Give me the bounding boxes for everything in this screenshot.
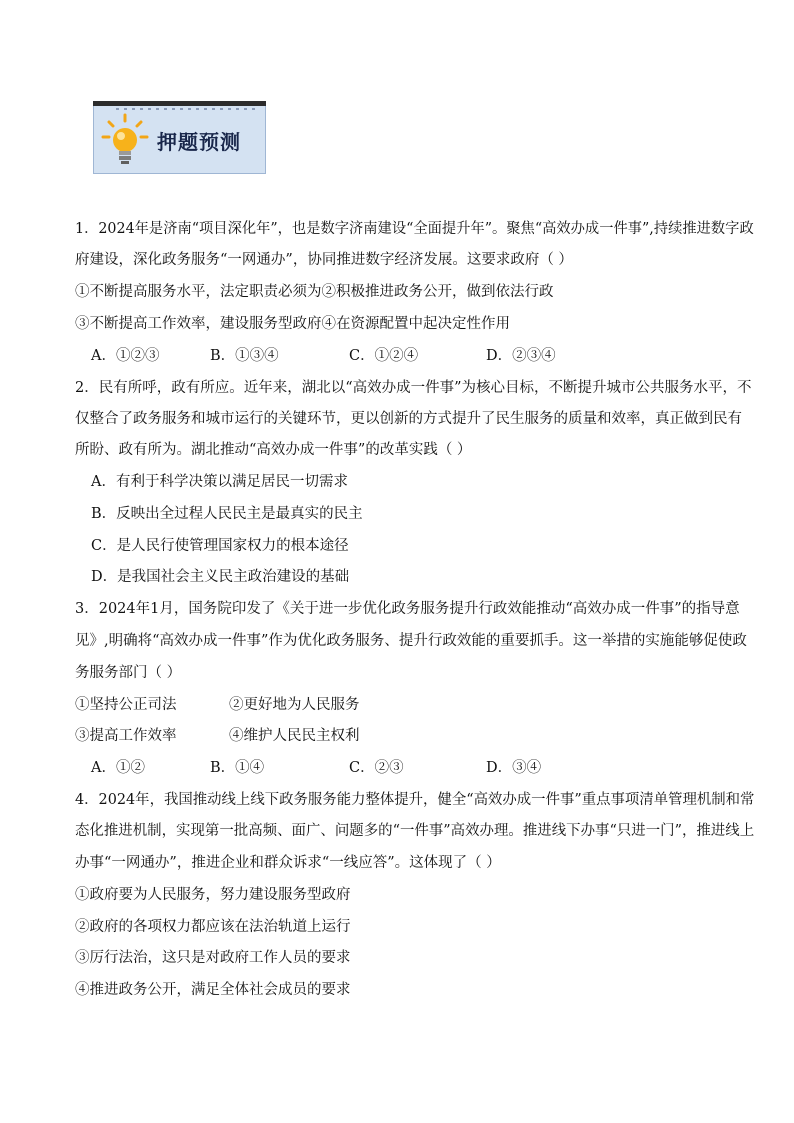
question-3-item-4: ④维护人民民主权利 — [229, 728, 360, 744]
question-4-item-2: ②政府的各项权力都应该在法治轨道上运行 — [75, 919, 351, 935]
section-badge — [93, 101, 266, 174]
question-1-line-2: 府建设，深化政务服务“一网通办”，协同推进数字经济发展。这要求政府（ ） — [75, 252, 573, 268]
question-3-option-a[interactable]: A．①② — [91, 760, 145, 776]
question-3-option-b[interactable]: B．①④ — [210, 760, 265, 776]
question-3-item-3: ③提高工作效率 — [75, 728, 177, 744]
question-3-item-2: ②更好地为人民服务 — [229, 697, 360, 713]
question-3-option-c[interactable]: C．②③ — [349, 760, 404, 776]
question-2-option-a[interactable]: A．有利于科学决策以满足居民一切需求 — [91, 474, 348, 490]
badge-top-bar — [93, 101, 266, 106]
question-1-option-a[interactable]: A．①②③ — [91, 348, 160, 364]
question-3-option-d[interactable]: D．③④ — [486, 760, 542, 776]
question-1-line-3: ①不断提高服务水平，法定职责必须为②积极推进政务公开，做到依法行政 — [75, 284, 554, 300]
question-3-line-1: 3．2024年1月，国务院印发了《关于进一步优化政务服务提升行政效能推动“高效办成一件事”的指导意 — [75, 601, 740, 617]
question-3-line-3: 务服务部门（ ） — [75, 665, 182, 681]
question-1-option-b[interactable]: B．①③④ — [210, 348, 279, 364]
question-3-item-1: ①坚持公正司法 — [75, 697, 177, 713]
question-4-line-2: 态化推进机制，实现第一批高频、面广、问题多的“一件事”高效办理。推进线下办事“只进一门”，推进线上 — [75, 823, 755, 839]
question-4-item-4: ④推进政务公开，满足全体社会成员的要求 — [75, 982, 351, 998]
question-1-option-c[interactable]: C．①②④ — [349, 348, 419, 364]
question-4-line-3: 办事“一网通办”，推进企业和群众诉求“一线应答”。这体现了（ ） — [75, 855, 501, 871]
question-2-line-3: 所盼、政有所为。湖北推动“高效办成一件事”的改革实践（ ） — [75, 442, 472, 458]
question-3-line-2: 见》,明确将“高效办成一件事”作为优化政务服务、提升行政效能的重要抓手。这一举措的实施能够促使政 — [75, 633, 747, 649]
question-4-line-1: 4．2024年，我国推动线上线下政务服务能力整体提升，健全“高效办成一件事”重点事项清单管理机制和常 — [75, 792, 755, 808]
question-4-item-1: ①政府要为人民服务，努力建设服务型政府 — [75, 887, 351, 903]
question-1-line-4: ③不断提高工作效率，建设服务型政府④在资源配置中起决定性作用 — [75, 316, 510, 332]
question-4-item-3: ③厉行法治，这只是对政府工作人员的要求 — [75, 950, 351, 966]
question-2-option-b[interactable]: B．反映出全过程人民民主是最真实的民主 — [91, 506, 363, 522]
badge-dotted-line — [116, 108, 256, 110]
question-2-option-d[interactable]: D．是我国社会主义民主政治建设的基础 — [91, 569, 350, 585]
question-2-line-2: 仅整合了政务服务和城市运行的关键环节，更以创新的方式提升了民生服务的质量和效率，真正做到民有 — [75, 411, 742, 427]
question-1-line-1: 1．2024年是济南“项目深化年”，也是数字济南建设“全面提升年”。聚焦“高效办成一件事”,持续推进数字政 — [75, 221, 754, 237]
badge-label: 押题预测 — [157, 130, 241, 154]
question-2-option-c[interactable]: C．是人民行使管理国家权力的根本途径 — [91, 538, 349, 554]
question-2-line-1: 2．民有所呼，政有所应。近年来，湖北以“高效办成一件事”为核心目标，不断提升城市公共服务水平，不 — [75, 380, 752, 396]
question-1-option-d[interactable]: D．②③④ — [486, 348, 556, 364]
lightbulb-icon — [100, 112, 150, 168]
